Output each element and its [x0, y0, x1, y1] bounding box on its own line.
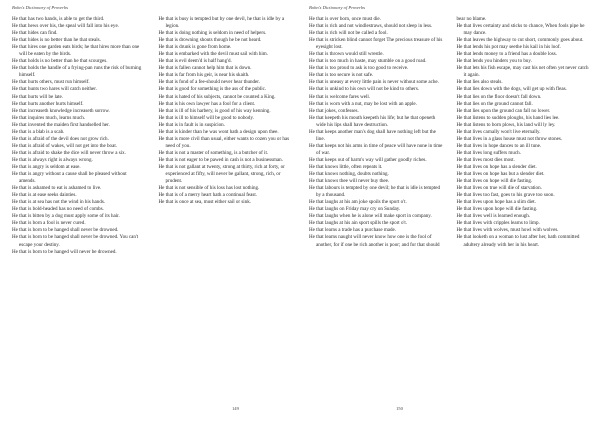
proverb-entry: He that is not gallant at twenty, strong at thirty, rich at forty, or experienced at fifty, will never be gallant, strong, rich, or prudent. — [158, 163, 285, 185]
proverb-entry: He that lives on hope will die fasting. — [456, 178, 533, 185]
left-column-1 — [12, 16, 153, 256]
proverb-entry: He that is drunk is gone from home. — [158, 44, 232, 51]
proverb-entry: He that is afraid of the devil does not grow rich. — [12, 135, 109, 142]
proverb-entry: He that lives with wolves, must howl with wolves. — [456, 227, 559, 234]
proverb-entry: He that is good for something is the ass of the public. — [158, 86, 267, 93]
proverb-entry: He that lives too fast, goes to his grave too soon. — [456, 192, 555, 199]
proverb-entry: He that lends his pot may seethe his kail in his loof. — [456, 44, 561, 51]
proverb-entry: He that is bitten by a dog must apply some of its hair. — [12, 213, 120, 220]
proverb-entry: He that is bold-headed has no need of combs. — [12, 206, 104, 213]
proverb-entry: He that inquires much, learns much. — [12, 114, 86, 121]
proverb-entry: He that lies down with the dogs, will get up with fleas. — [456, 86, 567, 93]
proverb-entry: He that looketh on a woman to lust after her, hath committed adultery already with her in his heart. — [456, 234, 580, 248]
proverb-entry: He that lies on the floor doesn't fall down. — [456, 93, 542, 100]
proverb-entry: He that is born to be hanged will never be drowned. — [12, 248, 117, 255]
proverb-entry: He that is afraid of wakes, will not get into the boat. — [12, 142, 117, 149]
proverb-entry: He that hires one garden eats birds; he that hires more than one will be eaten by the birds. — [12, 44, 140, 58]
proverb-entry: He that lives long suffers much. — [456, 149, 521, 156]
proverb-entry: He that lives with cripples learns to limp. — [456, 220, 540, 227]
proverb-entry: He that is born to be hanged shall never be drowned. You can't escape your destiny. — [12, 234, 139, 248]
proverb-entry: He that keepeth his mouth keepeth his life; but he that openeth wide his lips shall have destruction. — [309, 114, 436, 128]
proverb-entry: He that hurts others, must run himself. — [12, 79, 90, 86]
proverb-entry: He that holds the handle of a frying-pan runs the risk of burning himself. — [12, 65, 142, 79]
proverb-entry: He that is his own lawyer has a fool for a client. — [158, 100, 256, 107]
proverb-entry: He that hurts another hurts himself. — [12, 100, 84, 107]
proverb-entry: He that lives upon hope will die fasting. — [456, 206, 538, 213]
proverb-entry: He that is born a fool is never cured. — [12, 220, 86, 227]
proverb-entry: He that is ill to himself will be good to nobody. — [158, 114, 254, 121]
proverb-entry: He that hurts will be late. — [12, 93, 64, 100]
proverb-entry: He that hides is no better than he that steals. — [12, 37, 101, 44]
proverb-entry: He that is afraid to shake the dice will never throw a six. — [12, 149, 126, 156]
proverb-entry: He that lies on the ground cannot fall. — [456, 100, 533, 107]
left-column-2 — [153, 16, 294, 256]
proverb-entry: He that lends money to a friend has a double loss. — [456, 51, 557, 58]
proverb-entry: He that laughs on Friday may cry on Sunday. — [309, 206, 401, 213]
proverb-entry: He that is embarked with the devil must sail with him. — [158, 51, 268, 58]
proverb-entry: He that learns a trade has a purchase made. — [309, 227, 397, 234]
proverb-entry: He that is fond of a fee-should never hear thunder. — [158, 79, 260, 86]
proverb-entry: He that invented the maiden first handselled her. — [12, 121, 110, 128]
proverb-entry: He that lives in a glass house must not throw stones. — [456, 135, 563, 142]
proverb-entry: He that is in fault is in suspicion. — [158, 121, 225, 128]
proverb-entry: He that is welcome fares well. — [309, 93, 371, 100]
proverb-entry: He that is rich will not be called a fool. — [309, 30, 388, 37]
proverb-entry: He that is not a master of something, is a butcher of it. — [158, 149, 269, 156]
proverb-entry: He that hides can find. — [12, 30, 58, 37]
proverb-entry: He that leaves the highway to cut short, commonly goes about. — [456, 37, 584, 44]
left-page-columns — [12, 16, 293, 256]
proverb-entry: He that lets his fish escape, may cast his net often yet never catch it again. — [456, 65, 589, 79]
proverb-entry: He that is not eager to be pawed in cash is not a businessman. — [158, 156, 283, 163]
proverb-entry: He that listens to sudden ploughs, his hand lies lee. — [456, 114, 560, 121]
proverb-entry: He that lives in hope dances to an ill tune. — [456, 142, 542, 149]
right-page-header: Bohn's Dictionary of Proverbs — [309, 5, 366, 10]
proverb-entry: He that is angry is seldom at ease. — [12, 163, 81, 170]
proverb-entry: He that lies upon the ground can fall no lower. — [456, 107, 551, 114]
proverb-entry: He that keeps another man's dog shall have nothing left but the line. — [309, 128, 436, 142]
proverb-entry: He that increaseth knowledge increaseth sorrow. — [12, 107, 110, 114]
proverb-entry: He that is ashamed to eat is ashamed to live. — [12, 185, 102, 192]
left-page-header: Bohn's Dictionary of Proverbs — [12, 5, 69, 10]
proverb-entry: He that learns naught will never know how one is the fool of another, for if one be rich another is poor; and for that should — [309, 234, 440, 248]
proverb-entry: He that lives on true will die of starvation. — [456, 185, 542, 192]
proverb-entry: He that has two hands, is able to get the third. — [12, 16, 105, 22]
proverb-entry: He that hunts two hares will catch neither. — [12, 86, 97, 93]
proverb-entry: He that is doing nothing is seldom in need of helpers. — [158, 30, 267, 37]
proverb-entry: He that is uneasy at every little pain is never without some ache. — [309, 79, 439, 86]
proverb-entry: He that lies also steals. — [456, 79, 503, 86]
proverb-entry: He that is angry without a cause shall be pleased without amends. — [12, 171, 127, 185]
proverb-entry: He that is too much in haste, may stumble on a good road. — [309, 58, 427, 65]
proverb-entry: He that is worn with a nut, may be lost with an apple. — [309, 100, 417, 107]
proverb-entry: He that is too secure is not safe. — [309, 72, 374, 79]
proverb-entry: He that is drowning shouts though he be not heard. — [158, 37, 262, 44]
proverb-entry: He that is always right is always wrong. — [12, 156, 93, 163]
proverb-entry: He that hews over his, the speal will fall into his eye. — [12, 23, 119, 30]
proverb-entry: He that lives carnally won't live eternally. — [456, 128, 541, 135]
left-page-number: 149 — [232, 406, 239, 411]
proverb-entry: He that is far from his geir, is near his skaith. — [158, 72, 250, 79]
proverb-entry: He that is a blab is a scab. — [12, 128, 65, 135]
proverb-entry: He that listens to born plows, his land will ly ley. — [456, 121, 556, 128]
proverb-entry: He that knows nothing, doubts nothing. — [309, 171, 389, 178]
right-column-2 — [451, 16, 593, 249]
proverb-entry: He that lives most dies most. — [456, 156, 515, 163]
proverb-entry: He that keeps not his arms in time of peace will have none in time of war. — [309, 142, 443, 156]
proverb-entry: He that knows little, often repeats it. — [309, 163, 383, 170]
proverb-entry: He that is stricken blind cannot forget The precious treasure of his eyesight lost. — [309, 37, 443, 51]
proverb-entry: He that lives certainty and sticks to chance, When fools pipe he may dance. — [456, 23, 585, 37]
proverb-entry: He that lends you hinders you to buy. — [456, 58, 532, 65]
proverb-entry: He that laughs at his ain sport spills the sport o't. — [309, 220, 408, 227]
proverb-entry: He that keeps out of harm's way will gather goodly riches. — [309, 156, 427, 163]
proverb-entry: He that lives on hope has a slender diet. — [456, 163, 537, 170]
right-column-1 — [309, 16, 451, 249]
proverb-entry: He that is kinder than he was wont hath a design upon thee. — [158, 128, 279, 135]
proverb-entry: He that jokes, confesses. — [309, 107, 359, 114]
right-page — [300, 0, 600, 424]
proverb-entry: He that is rich and not windlestraws, should not sleep in less. — [309, 23, 433, 30]
proverb-entry: He that lives well is learned enough. — [456, 213, 531, 220]
proverb-entry: He that is evil deem'd is half hang'd. — [158, 58, 232, 65]
proverb-entry: He that laughs when he is alone will make sport in company. — [309, 213, 432, 220]
proverb-entry: He that laughs at his am joke spoils the sport o't. — [309, 199, 407, 206]
proverb-entry: He that lives on hope has but a slender diet. — [456, 171, 545, 178]
right-page-number: 150 — [396, 406, 403, 411]
proverb-entry: He that is ill of his harbery, is good of his way kenning. — [158, 107, 271, 114]
proverb-entry: bear no blame. — [456, 16, 487, 22]
proverb-entry: He that holds is no better than he that scourges. — [12, 58, 108, 65]
proverb-entry: He that is at sea has not the wind in his hands. — [12, 199, 106, 206]
proverb-entry: He that is of a merry heart hath a continual feast. — [158, 192, 258, 199]
proverb-entry: He that lives upon hope has a slim diet. — [456, 199, 536, 206]
proverb-entry: He that is at ease seeks dainties. — [12, 192, 77, 199]
proverb-entry: He that is over born, once must die. — [309, 16, 381, 22]
proverb-entry: He that is unkind to his own will not be kind to others. — [309, 86, 420, 93]
proverb-entry: He that is fallen cannot help him that is down. — [158, 65, 252, 72]
proverb-entry: He that labours is tempted by one devil; he that is idle is tempted by a thousand. — [309, 185, 441, 199]
proverb-entry: He that is not sensible of his loss has lost nothing. — [158, 185, 260, 192]
proverb-entry: He that is more civil than usual, either wants to cozen you or has need of you. — [158, 135, 290, 149]
proverb-entry: He that is hated of his subjects, cannot be counted a King. — [158, 93, 276, 100]
proverb-entry: He that is thrown would still wrestle. — [309, 51, 384, 58]
right-page-columns — [309, 16, 592, 249]
proverb-entry: He that knows thee will never buy thee. — [309, 178, 390, 185]
proverb-entry: He that is busy is tempted but by one devil, he that is idle by a legion. — [158, 16, 285, 30]
proverb-entry: He that is born to be hanged shall never be drowned. — [12, 227, 119, 234]
proverb-entry: He that is too proud to ask is too good to receive. — [309, 65, 409, 72]
proverb-entry: He that is once at sea, must either sail or sink. — [158, 199, 252, 206]
